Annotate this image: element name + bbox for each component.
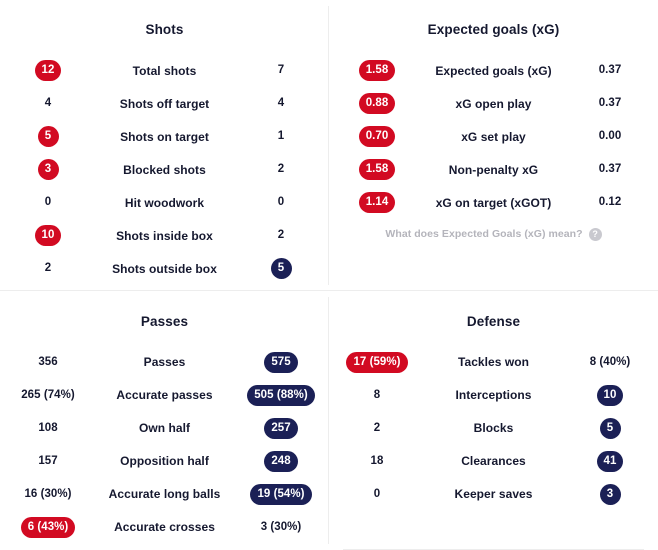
away-value xyxy=(576,385,644,406)
stat-row xyxy=(343,445,644,478)
home-value xyxy=(14,93,82,114)
home-value xyxy=(343,192,411,213)
stat-label: Interceptions xyxy=(455,388,532,403)
stat-row xyxy=(14,186,315,219)
stat-row xyxy=(343,153,644,186)
away-value xyxy=(576,93,644,114)
home-value-text: 12 xyxy=(35,60,62,81)
home-value-text: 0.88 xyxy=(359,93,396,114)
home-value xyxy=(14,385,82,406)
stats-panel-passes xyxy=(0,291,329,549)
stat-row xyxy=(14,120,315,153)
stat-label: Shots on target xyxy=(120,129,209,144)
home-value-text: 1.58 xyxy=(359,159,396,180)
away-value-text: 3 xyxy=(600,484,621,505)
stat-row xyxy=(343,412,644,445)
home-value xyxy=(343,385,411,406)
home-value-text: 2 xyxy=(44,262,52,275)
stat-row xyxy=(343,346,644,379)
home-value xyxy=(14,352,82,373)
away-value xyxy=(247,258,315,279)
away-value-text: 0.37 xyxy=(598,163,622,176)
home-value xyxy=(343,484,411,505)
stat-label: xG on target (xGOT) xyxy=(435,195,552,210)
home-value xyxy=(14,192,82,213)
stat-row xyxy=(14,346,315,379)
away-value xyxy=(247,126,315,147)
home-value-text: 4 xyxy=(44,97,52,110)
stat-label: Shots outside box xyxy=(112,261,217,276)
expected-goals-explainer-text: What does Expected Goals (xG) mean? xyxy=(385,228,583,241)
away-value-text: 8 (40%) xyxy=(589,355,631,368)
away-value xyxy=(576,60,644,81)
home-value xyxy=(14,484,82,505)
home-value xyxy=(343,418,411,439)
away-value xyxy=(576,484,644,505)
home-value-text: 0.70 xyxy=(359,126,396,147)
stat-label: Shots off target xyxy=(119,96,210,111)
home-value-text: 18 xyxy=(370,454,384,467)
stat-row xyxy=(343,478,644,511)
home-value-text: 0 xyxy=(373,487,381,500)
home-value-text: 8 xyxy=(373,388,381,401)
expected-goals-explainer-link[interactable] xyxy=(343,219,644,249)
home-value-text: 1.14 xyxy=(359,192,396,213)
away-value-text: 19 (54%) xyxy=(250,484,311,505)
away-value xyxy=(247,517,315,538)
stat-label: Accurate passes xyxy=(116,388,213,403)
away-value-text: 575 xyxy=(264,352,297,373)
away-value-text: 0.12 xyxy=(598,196,622,209)
away-value-text: 0.37 xyxy=(598,97,622,110)
stat-rows-expected-goals xyxy=(343,54,644,255)
home-value xyxy=(14,258,82,279)
stat-rows-shots xyxy=(14,54,315,291)
stat-label: Blocks xyxy=(473,421,514,436)
home-value xyxy=(14,225,82,246)
home-value-text: 0 xyxy=(44,196,52,209)
stat-label: Hit woodwork xyxy=(124,195,205,210)
stat-row xyxy=(14,219,315,252)
home-value xyxy=(343,159,411,180)
away-value-text: 2 xyxy=(277,163,285,176)
stat-label: Passes xyxy=(143,355,186,370)
panel-title-shots: Shots xyxy=(145,22,184,38)
stat-row xyxy=(14,54,315,87)
home-value xyxy=(343,60,411,81)
away-value xyxy=(576,192,644,213)
home-value-text: 265 (74%) xyxy=(21,388,75,401)
panel-title-passes: Passes xyxy=(140,313,189,329)
home-value-text: 17 (59%) xyxy=(346,352,407,373)
away-value-text: 3 (30%) xyxy=(260,520,302,533)
stat-row xyxy=(14,379,315,412)
away-value-text: 248 xyxy=(264,451,297,472)
stat-row xyxy=(14,478,315,511)
away-value-text: 0.00 xyxy=(598,130,622,143)
home-value xyxy=(14,60,82,81)
away-value-text: 0 xyxy=(277,196,285,209)
stat-label: Blocked shots xyxy=(123,162,206,177)
home-value-text: 108 xyxy=(38,421,58,434)
away-value xyxy=(247,225,315,246)
home-value xyxy=(14,126,82,147)
stat-label: Clearances xyxy=(461,454,526,469)
home-value xyxy=(343,126,411,147)
home-value xyxy=(343,93,411,114)
home-value xyxy=(14,418,82,439)
away-value xyxy=(247,192,315,213)
home-value-text: 10 xyxy=(35,225,62,246)
home-value xyxy=(343,352,411,373)
home-value-text: 356 xyxy=(38,355,58,368)
away-value xyxy=(247,60,315,81)
home-value xyxy=(343,451,411,472)
stat-label: Shots inside box xyxy=(116,228,213,243)
stat-label: Keeper saves xyxy=(454,487,533,502)
home-value xyxy=(14,517,82,538)
away-value-text: 5 xyxy=(271,258,292,279)
stat-label: Tackles won xyxy=(457,355,530,370)
stat-label: xG set play xyxy=(461,129,526,144)
away-value xyxy=(576,159,644,180)
home-value-text: 2 xyxy=(373,421,381,434)
question-mark-icon[interactable]: ? xyxy=(589,228,602,241)
home-value-text: 1.58 xyxy=(359,60,396,81)
panel-title-defense: Defense xyxy=(466,313,521,329)
stats-panel-defense xyxy=(329,291,658,549)
home-value-text: 16 (30%) xyxy=(24,487,72,500)
away-value-text: 0.37 xyxy=(598,64,622,77)
stats-panel-expected-goals xyxy=(329,0,658,291)
home-value xyxy=(14,451,82,472)
stat-row xyxy=(14,87,315,120)
stat-label: Opposition half xyxy=(120,454,209,469)
home-value-text: 6 (43%) xyxy=(21,517,76,538)
away-value xyxy=(576,126,644,147)
stat-row xyxy=(14,445,315,478)
stat-row xyxy=(14,252,315,285)
stat-label: Own half xyxy=(138,421,191,436)
away-value-text: 2 xyxy=(277,229,285,242)
stat-label: Total shots xyxy=(132,63,197,78)
home-value-text: 5 xyxy=(38,126,59,147)
stat-row xyxy=(343,87,644,120)
stat-rows-passes xyxy=(14,346,315,550)
away-value xyxy=(576,418,644,439)
away-value xyxy=(247,484,315,505)
panel-title-expected-goals: Expected goals (xG) xyxy=(427,22,560,38)
away-value-text: 41 xyxy=(597,451,624,472)
stat-row xyxy=(343,379,644,412)
stat-row xyxy=(14,511,315,544)
home-value xyxy=(14,159,82,180)
home-value-text: 3 xyxy=(38,159,59,180)
stats-panel-shots xyxy=(0,0,329,291)
away-value-text: 5 xyxy=(600,418,621,439)
stat-rows-defense xyxy=(343,346,644,517)
home-value-text: 157 xyxy=(38,454,58,467)
stat-row xyxy=(14,412,315,445)
away-value xyxy=(247,385,315,406)
stat-label: xG open play xyxy=(455,96,532,111)
away-value-text: 257 xyxy=(264,418,297,439)
stat-label: Expected goals (xG) xyxy=(435,63,552,78)
stat-row xyxy=(14,153,315,186)
away-value-text: 10 xyxy=(597,385,624,406)
away-value xyxy=(247,352,315,373)
away-value-text: 4 xyxy=(277,97,285,110)
stat-label: Accurate crosses xyxy=(114,520,215,535)
away-value xyxy=(576,352,644,373)
away-value xyxy=(247,418,315,439)
away-value xyxy=(247,93,315,114)
away-value xyxy=(576,451,644,472)
stat-label: Accurate long balls xyxy=(108,487,221,502)
away-value xyxy=(247,451,315,472)
away-value-text: 7 xyxy=(277,64,285,77)
away-value-text: 505 (88%) xyxy=(247,385,315,406)
away-value-text: 1 xyxy=(277,130,285,143)
stat-label: Non-penalty xG xyxy=(448,162,539,177)
stat-row xyxy=(343,120,644,153)
stat-row xyxy=(343,186,644,219)
stat-row xyxy=(343,54,644,87)
away-value xyxy=(247,159,315,180)
